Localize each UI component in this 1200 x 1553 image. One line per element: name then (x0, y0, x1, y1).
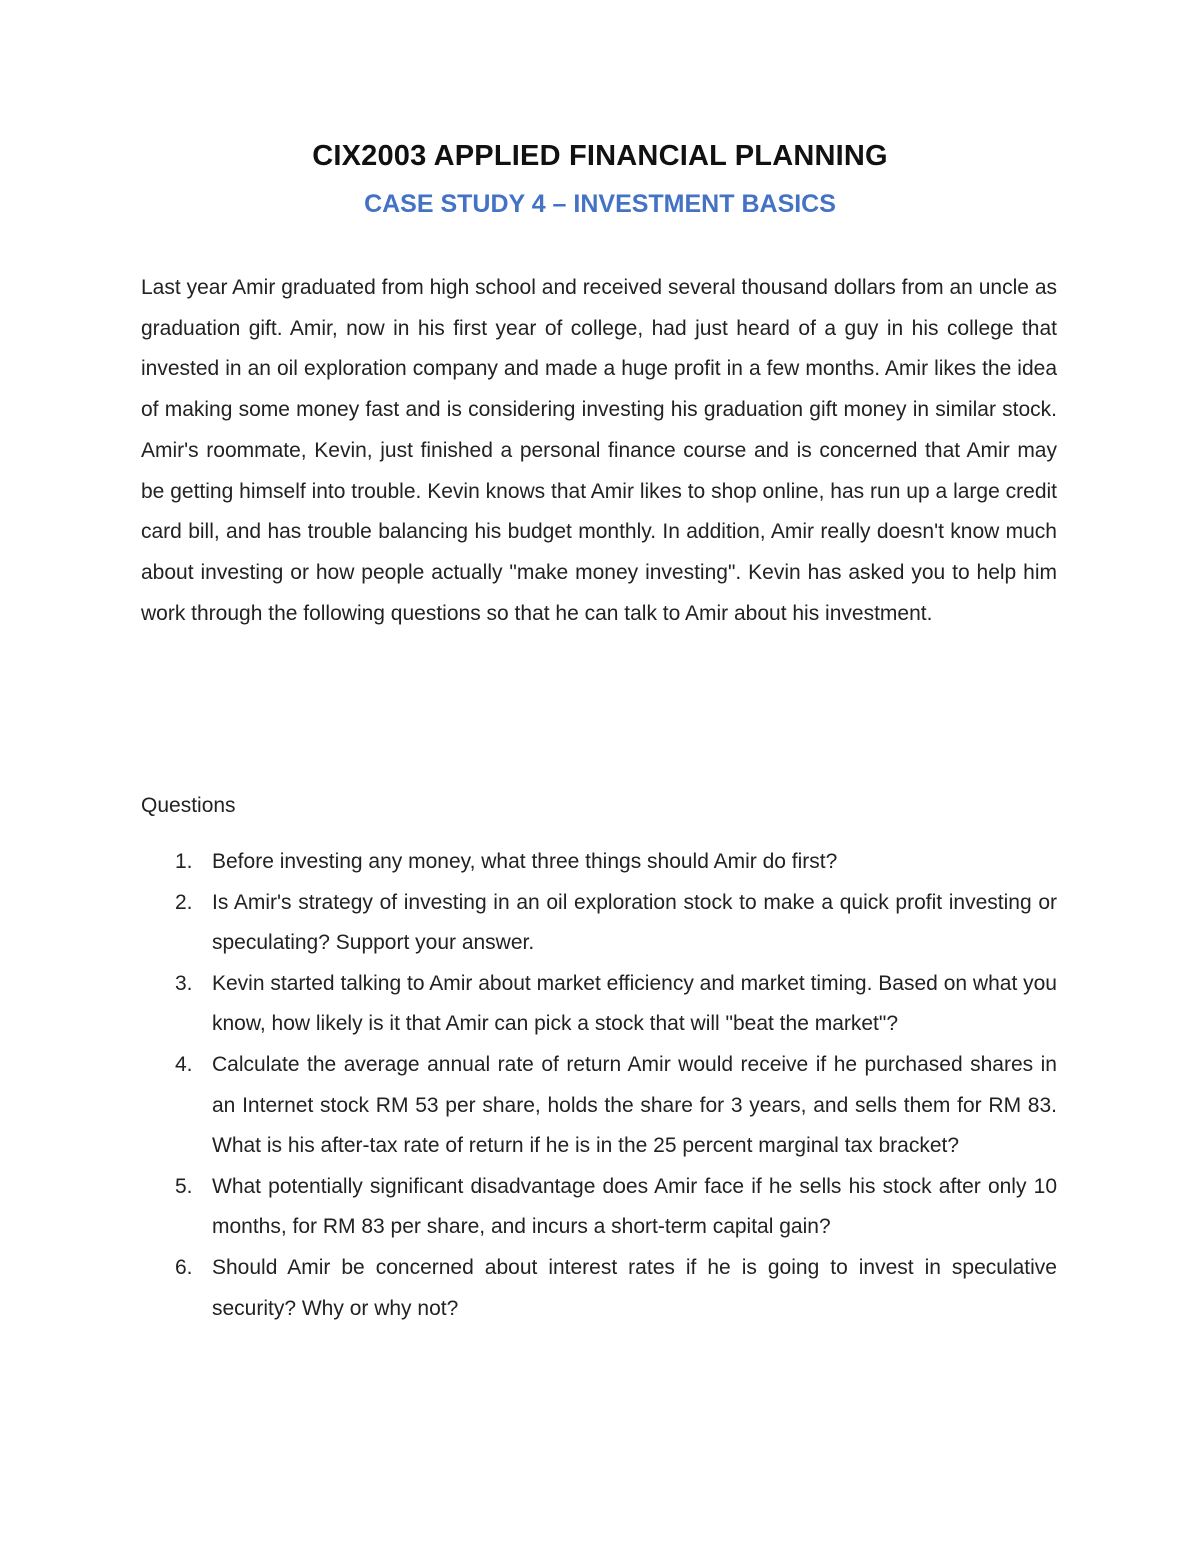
document-title: CIX2003 APPLIED FINANCIAL PLANNING (312, 140, 888, 172)
question-text: Is Amir's strategy of investing in an oil exploration stock to make a quick profit investing or speculating? Support your answer. (212, 890, 1057, 955)
question-item (141, 842, 1057, 883)
question-text: What potentially significant disadvantage does Amir face if he sells his stock after only 10 months, for RM 83 per share, and incurs a short-term capital gain? (212, 1174, 1057, 1239)
question-text: Calculate the average annual rate of return Amir would receive if he purchased shares in an Internet stock RM 53 per share, holds the share for 3 years, and sells them for RM 83. What is his after-tax rate of return if he is in the 25 percent marginal tax bracket? (212, 1052, 1057, 1158)
question-number: 4. (175, 1052, 193, 1076)
question-number: 1. (175, 850, 193, 873)
question-text: Should Amir be concerned about interest rates if he is going to invest in speculative security? Why or why not? (212, 1255, 1057, 1320)
question-number: 6. (175, 1255, 193, 1279)
question-item (141, 1248, 1057, 1329)
question-item (141, 1167, 1057, 1248)
questions-list (141, 842, 1057, 1329)
questions-heading: Questions (141, 794, 236, 817)
intro-paragraph: Last year Amir graduated from high school and received several thousand dollars from an uncle as graduation gift. Amir, now in his first year of college, had just heard of a guy in his college that invested in an oil exploration company and made a huge profit in a few months. Amir likes the idea of making some money fast and is considering investing his graduation gift money in similar stock. Amir's roommate, Kevin, just finished a personal finance course and is concerned that Amir may be getting himself into trouble. Kevin knows that Amir likes to shop online, has run up a large credit card bill, and has trouble balancing his budget monthly. In addition, Amir really doesn't know much about investing or how people actually "make money investing". Kevin has asked you to help him work through the following questions so that he can talk to Amir about his investment. (141, 276, 1057, 625)
question-text: Before investing any money, what three things should Amir do first? (212, 850, 838, 873)
case-study-subtitle: CASE STUDY 4 – INVESTMENT BASICS (364, 190, 836, 218)
question-number: 5. (175, 1174, 193, 1198)
question-item (141, 1045, 1057, 1167)
question-number: 3. (175, 971, 193, 995)
question-text: Kevin started talking to Amir about market efficiency and market timing. Based on what you know, how likely is it that Amir can pick a stock that will "beat the market"? (212, 971, 1057, 1036)
question-number: 2. (175, 890, 193, 914)
question-item (141, 883, 1057, 964)
question-item (141, 964, 1057, 1045)
